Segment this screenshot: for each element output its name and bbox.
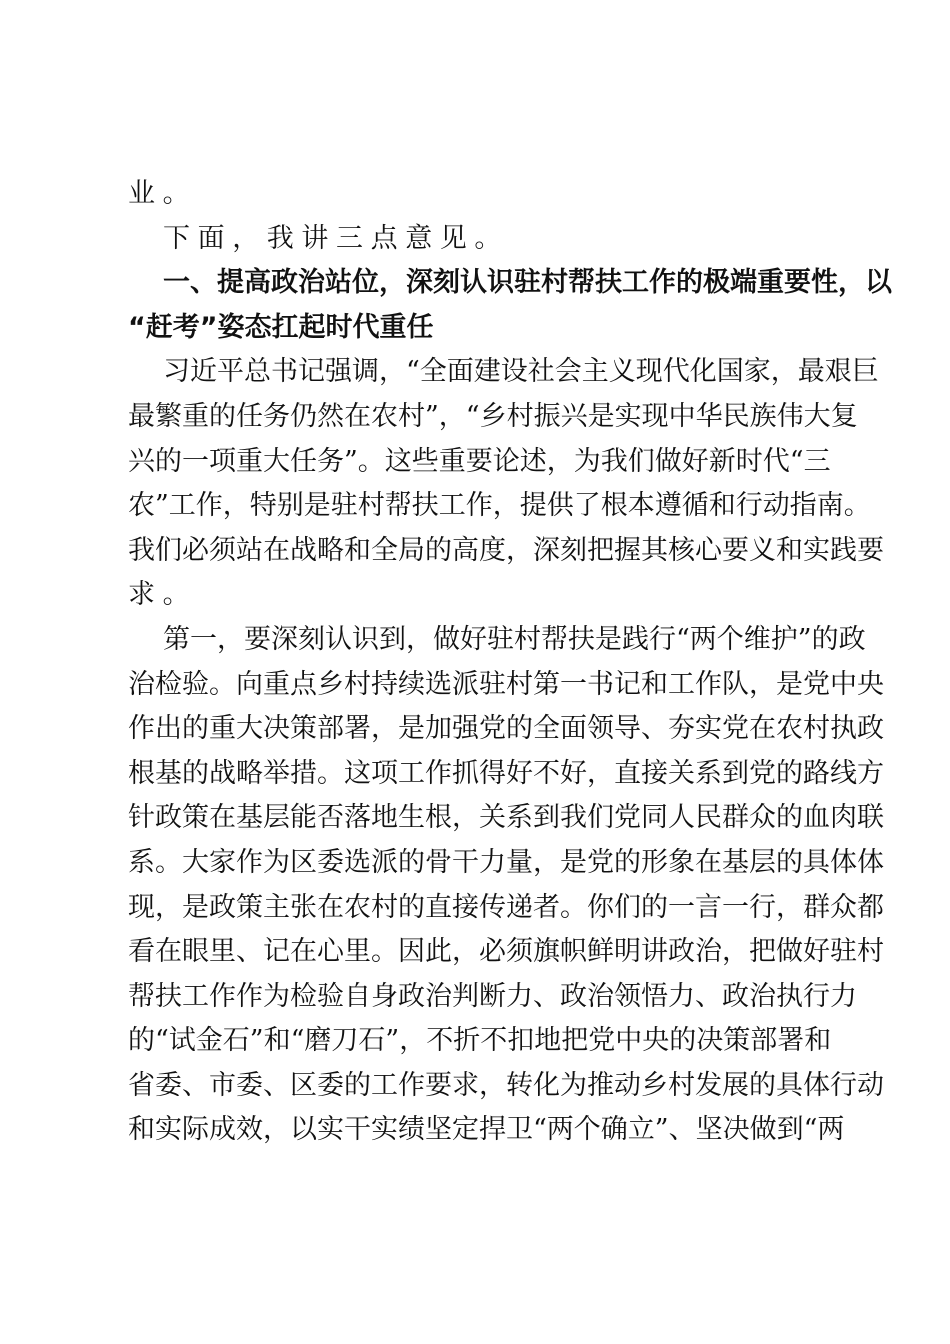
paragraph-line: 看在眼里、记在心里。因此，必须旗帜鲜明讲政治，把做好驻村 xyxy=(128,936,884,968)
paragraph-line: 现，是政策主张在农村的直接传递者。你们的一言一行，群众都 xyxy=(128,891,884,923)
paragraph-line: 省委、市委、区委的工作要求，转化为推动乡村发展的具体行动 xyxy=(128,1069,884,1101)
paragraph-line: 根基的战略举措。这项工作抓得好不好，直接关系到党的路线方 xyxy=(128,757,884,789)
paragraph-line: 帮扶工作作为检验自身政治判断力、政治领悟力、政治执行力 xyxy=(128,980,857,1012)
paragraph-line: 兴的一项重大任务”。这些重要论述，为我们做好新时代“三 xyxy=(128,445,831,477)
paragraph-line: 针政策在基层能否落地生根，关系到我们党同人民群众的血肉联 xyxy=(128,802,884,834)
paragraph-line: 作出的重大决策部署，是加强党的全面领导、夯实党在农村执政 xyxy=(128,713,884,745)
paragraph-line: 系。大家作为区委选派的骨干力量，是党的形象在基层的具体体 xyxy=(128,846,884,878)
paragraph-line: 习近平总书记强调，“全面建设社会主义现代化国家，最艰巨 xyxy=(163,356,879,388)
paragraph-line: 求。 xyxy=(128,579,198,611)
section-heading-line: “赶考”姿态扛起时代重任 xyxy=(128,311,434,343)
paragraph-line: 下面，我讲三点意见。 xyxy=(163,222,509,254)
document-body xyxy=(128,172,892,1153)
section-heading-line: 一、提高政治站位，深刻认识驻村帮扶工作的极端重要性，以 xyxy=(163,267,892,299)
paragraph-line: 农”工作，特别是驻村帮扶工作，提供了根本遵循和行动指南。 xyxy=(128,490,871,522)
paragraph-line: 我们必须站在战略和全局的高度，深刻把握其核心要义和实践要 xyxy=(128,534,884,566)
paragraph-line: 和实际成效，以实干实绩坚定捍卫“两个确立”、坚决做到“两 xyxy=(128,1114,845,1146)
paragraph-line: 的“试金石”和“磨刀石”，不折不扣地把党中央的决策部署和 xyxy=(128,1025,832,1057)
paragraph-line: 第一，要深刻认识到，做好驻村帮扶是践行“两个维护”的政 xyxy=(163,623,866,655)
paragraph-line: 治检验。向重点乡村持续选派驻村第一书记和工作队，是党中央 xyxy=(128,668,884,700)
paragraph-line: 最繁重的任务仍然在农村”，“乡村振兴是实现中华民族伟大复 xyxy=(128,400,858,432)
paragraph-line: 业。 xyxy=(128,178,198,209)
